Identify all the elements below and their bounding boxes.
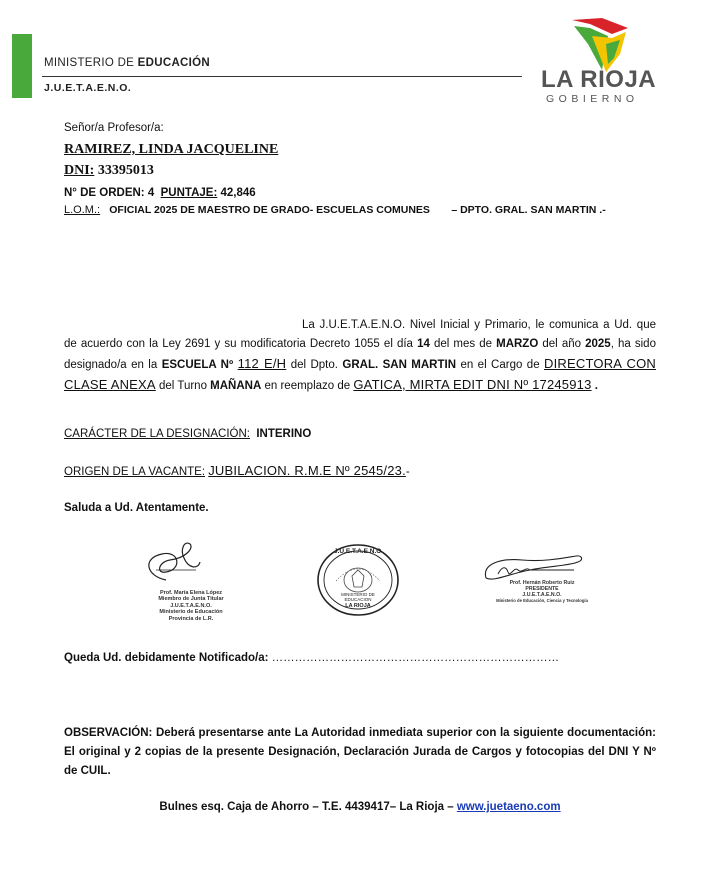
left-signature-icon: [136, 540, 228, 588]
left-signature-caption: Prof. María Elena López Miembro de Junta Titular J.U.E.T.A.E.N.O. Ministerio de Educación Provincia de L.R.: [158, 590, 224, 622]
right-signature-caption: Prof. Hernán Roberto Ruiz PRESIDENTE J.U.E.T.A.E.N.O. Ministerio de Educación, Ciencia y Tecnología: [496, 580, 588, 603]
notified-line: Queda Ud. debidamente Notificado/a: …………………………………………………………………: [64, 652, 560, 664]
dni-line: DNI: 33395013: [64, 163, 154, 178]
website-link[interactable]: www.juetaeno.com: [456, 801, 561, 813]
footer-address: Bulnes esq. Caja de Ahorro – T.E. 4439417– La Rioja – www.juetaeno.com: [159, 801, 561, 813]
body-paragraph: La J.U.E.T.A.E.N.O. Nivel Inicial y Primario, le comunica a Ud. que de acuerdo con la Ley 2691 y su modificatoria Decreto 1055 el día 14 del mes de MARZO del año 2025, ha sido designado/a en la ESCUELA Nº 112 E/H del Dpto. GRAL. SAN MARTIN en el Cargo de DIRECTORA CON CLASE ANEXA del Turno MAÑANA en reemplazo de GATICA, MIRTA EDIT DNI Nº 17245913 .: [64, 319, 656, 392]
seal-mid-text: MINISTERIO DE EDUCACION: [341, 592, 375, 602]
ministry-title: MINISTERIO DE EDUCACIÓN: [44, 57, 210, 69]
lom-line: L.O.M.: OFICIAL 2025 DE MAESTRO DE GRADO- ESCUELAS COMUNES – DPTO. GRAL. SAN MARTIN .-: [64, 204, 606, 216]
logo-title: LA RIOJA: [541, 66, 657, 93]
logo-subtitle: GOBIERNO: [546, 93, 639, 105]
saluda-line: Saluda a Ud. Atentamente.: [64, 502, 209, 514]
observation-block: OBSERVACIÓN: Deberá presentarse ante La Autoridad inmediata superior con la siguiente documentación: El original y 2 copias de la presente Designación, Declaración Jurada de Cargos y fotocopias del DNI Y Nº de CUIL.: [64, 727, 656, 777]
header-green-bar: [12, 34, 32, 98]
seal-bottom-text: LA RIOJA: [345, 603, 371, 609]
origen-line: ORIGEN DE LA VACANTE: JUBILACION. R.M.E Nº 2545/23.-: [64, 463, 410, 478]
recipient-name: RAMIREZ, LINDA JACQUELINE: [64, 142, 279, 157]
org-name: J.U.E.T.A.E.N.O.: [44, 82, 132, 94]
header-divider: [42, 76, 522, 77]
caracter-line: CARÁCTER DE LA DESIGNACIÓN: INTERINO: [64, 428, 312, 440]
seal-top-text: J.U.E.T.A.E.N.O.: [334, 548, 384, 555]
greeting: Señor/a Profesor/a:: [64, 122, 164, 134]
orden-line: N° DE ORDEN: 4 PUNTAJE: 42,846: [64, 187, 256, 199]
